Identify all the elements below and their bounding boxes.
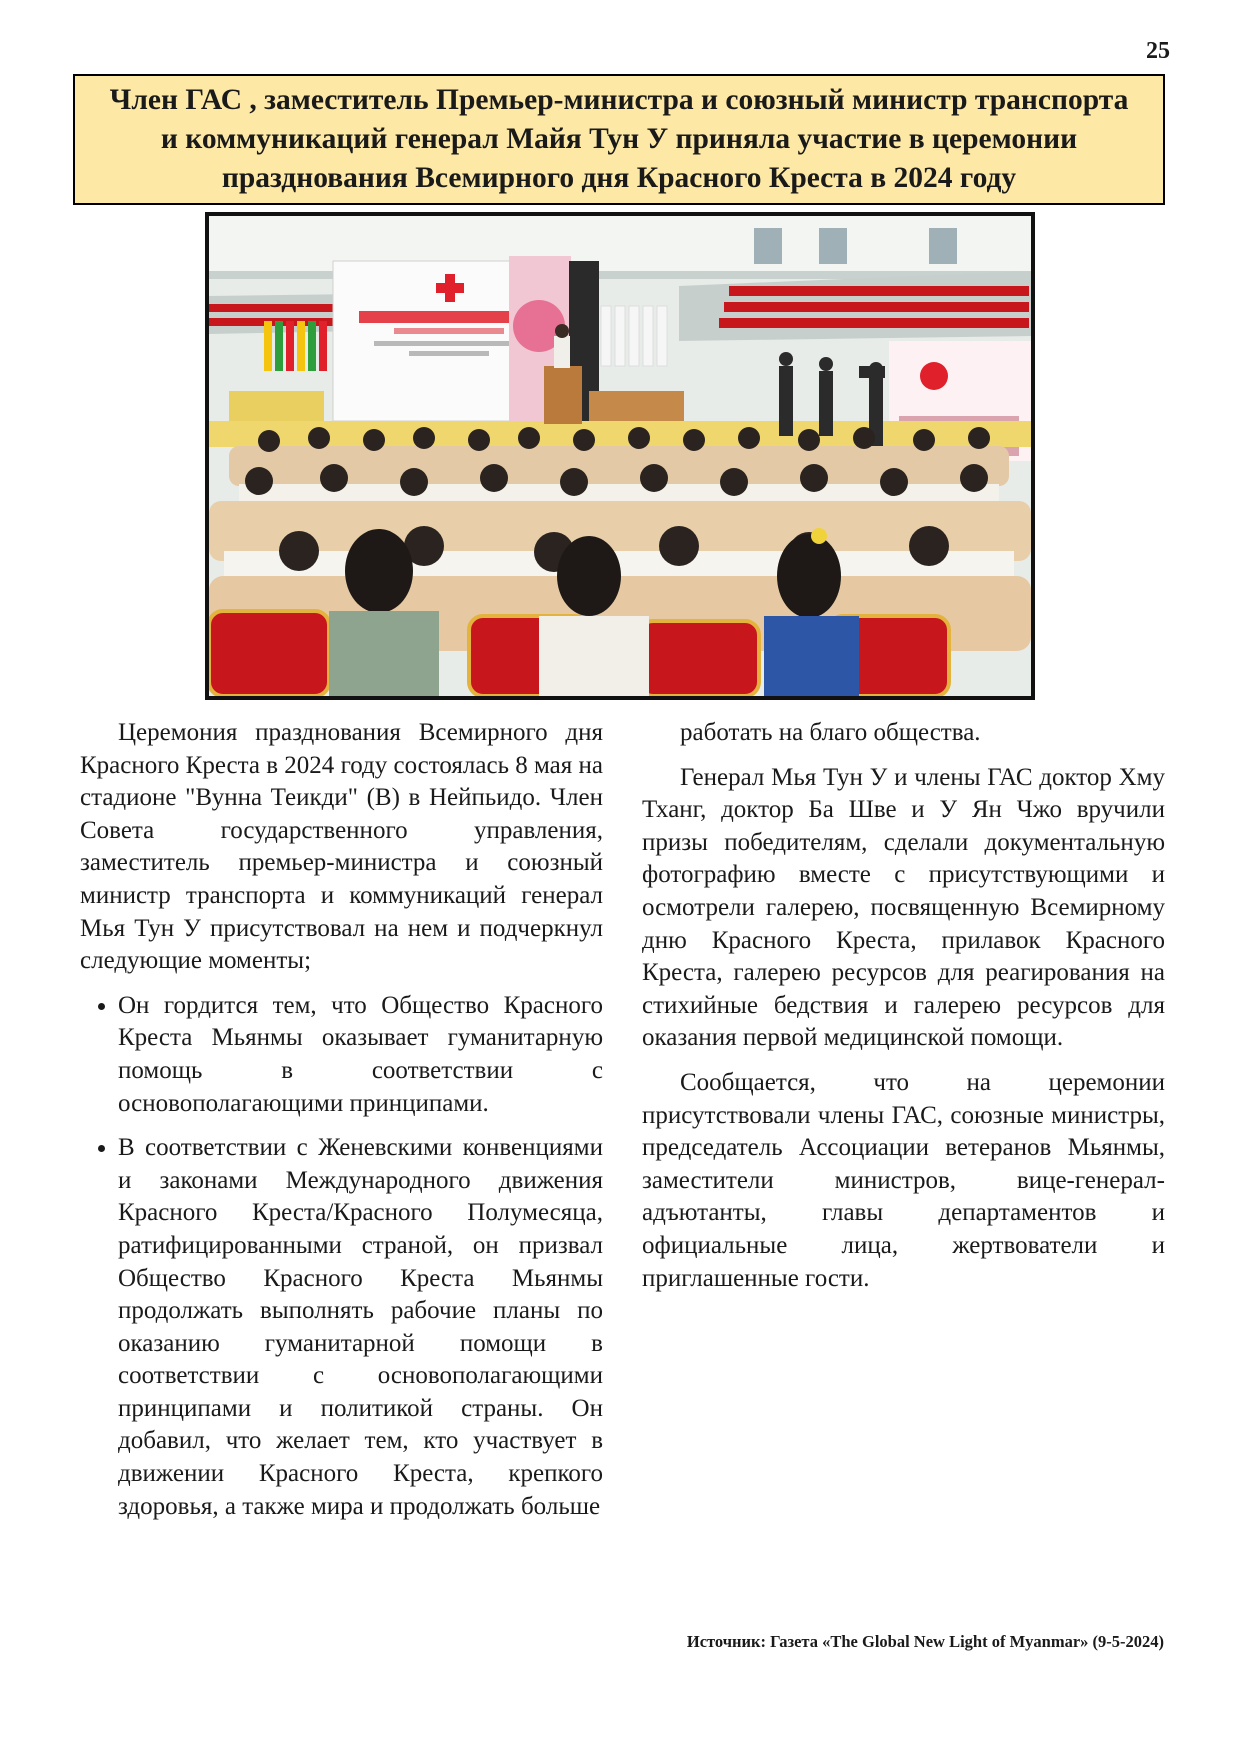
key-points-list — [80, 990, 603, 1524]
list-item: • Он гордится тем, что Общество Красного Креста Мьянмы оказывает гуманитарную помощь в соответствии с основополагающими принципами. — [118, 990, 603, 1120]
event-photo — [205, 212, 1035, 700]
list-item: • В соответствии с Женевскими конвенциями и законами Международного движения Красного Креста/Красного Полумесяца, ратифицированными страной, он призвал Общество Красного Креста Мьянмы продолжать выполнять рабочие планы по оказанию гуманитарной помощи в соответствии с основополагающими принципами и политикой страны. Он добавил, что желает тем, кто участвует в движении Красного Креста, крепкого здоровья, а также мира и продолжать больше — [118, 1132, 603, 1523]
source-credit: Источник: Газета «The Global New Light of Myanmar» (9-5-2024) — [686, 1632, 1164, 1651]
page-number: 25 — [1146, 38, 1170, 64]
headline: Член ГАС , заместитель Премьер-министра и союзный министр транспорта и коммуникаций генерал Майя Тун У приняла участие в церемонии празднования Всемирного дня Красного Креста в 2024 году — [109, 84, 1129, 194]
event-photo-illustration — [209, 216, 1031, 696]
awards-paragraph: Генерал Мья Тун У и члены ГАС доктор Хму Тханг, доктор Ба Шве и У Ян Чжо вручили призы победителям, сделали документальную фотографию вместе с присутствующими и осмотрели галерею, посвященную Всемирному дню Красного Креста, прилавок Красного Креста, галерею ресурсов для реагирования на стихийные бедствия и галерею ресурсов для оказания первой медицинской помощи. — [642, 763, 1165, 1052]
intro-paragraph: Церемония празднования Всемирного дня Красного Креста в 2024 году состоялась 8 мая на стадионе "Вунна Теикди" (В) в Нейпьидо. Член Совета государственного управления, заместитель премьер-министра и союзный министр транспорта и коммуникаций генерал Мья Тун У присутствовал на нем и подчеркнул следующие моменты; — [80, 719, 603, 975]
continuation-text: работать на благо общества. — [680, 719, 981, 746]
headline-box — [73, 74, 1165, 205]
right-column — [642, 717, 1165, 1307]
left-column — [80, 717, 603, 1535]
attendees-paragraph: Сообщается, что на церемонии присутствовали члены ГАС, союзные министры, председатель Ассоциации ветеранов Мьянмы, заместители министров, вице-генерал-адъютанты, главы департаментов и официальные лица, жертвователи и приглашенные гости. — [642, 1068, 1165, 1292]
